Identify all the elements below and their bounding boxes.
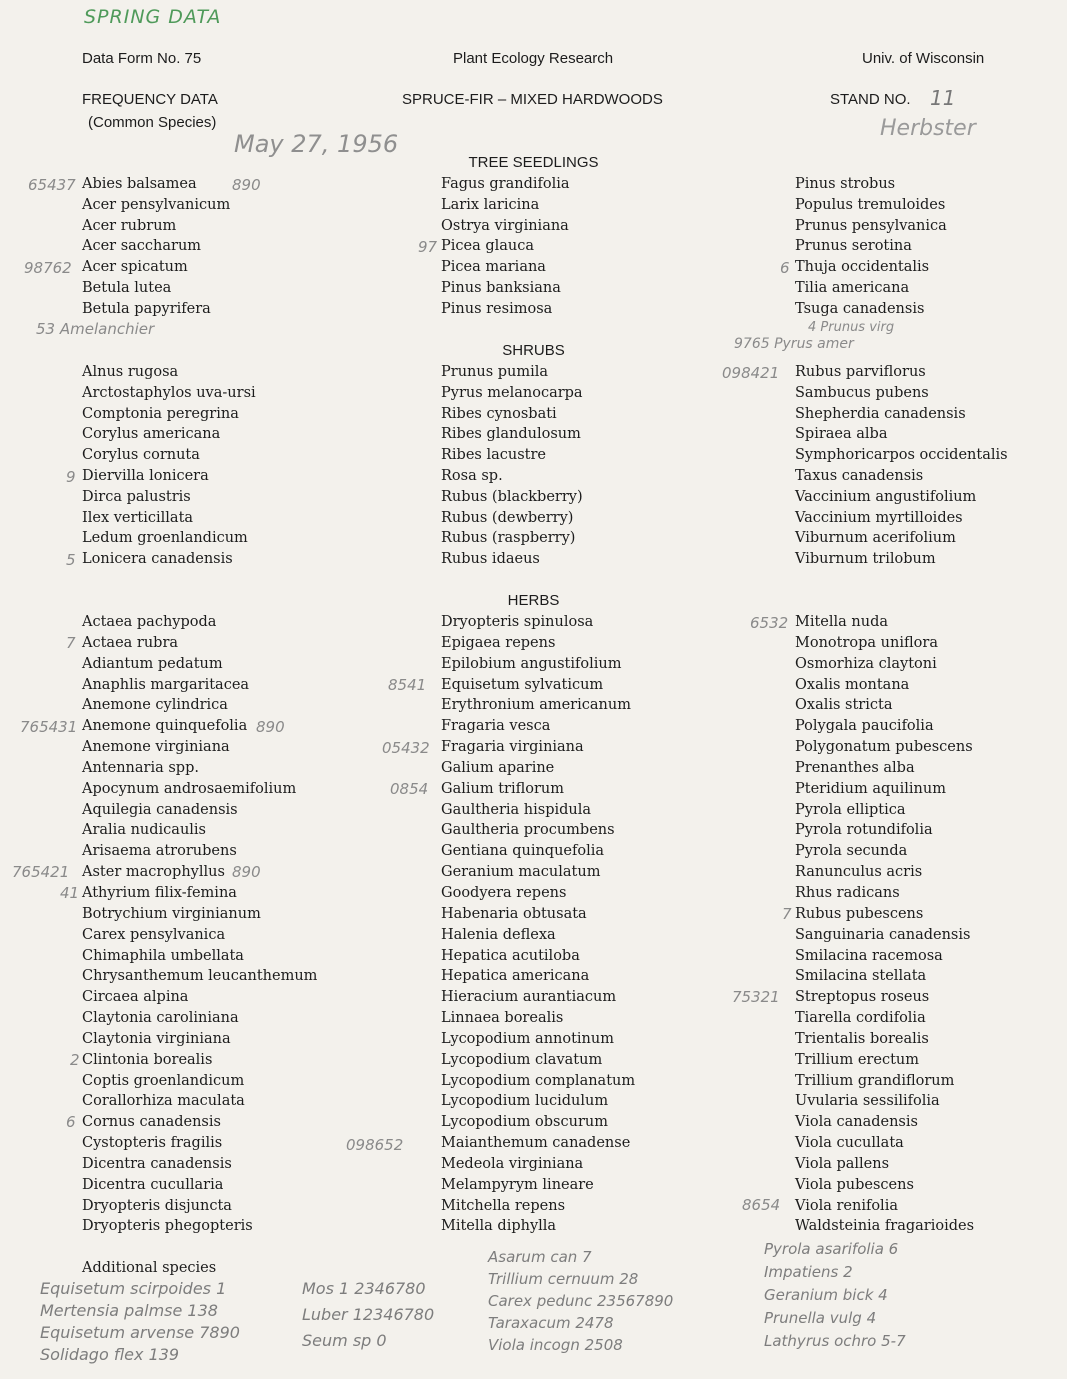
species-item: Prunus pensylvanica <box>795 217 947 234</box>
species-item: Athyrium filix-femina <box>82 884 237 901</box>
species-item: Corallorhiza maculata <box>82 1093 245 1110</box>
species-item: Claytonia caroliniana <box>82 1010 239 1027</box>
species-item: Rubus pubescens <box>795 905 924 922</box>
species-item: Rhus radicans <box>795 884 900 901</box>
species-item: Hepatica acutiloba <box>441 947 580 964</box>
species-item: Picea mariana <box>441 259 546 276</box>
species-item: Epigaea repens <box>441 634 556 651</box>
species-item: Ribes lacustre <box>441 447 546 464</box>
species-item: Apocynum androsaemifolium <box>82 780 297 797</box>
species-item: Trientalis borealis <box>795 1030 929 1047</box>
species-item: Vaccinium myrtilloides <box>795 509 963 526</box>
species-item: Pyrola secunda <box>795 843 908 860</box>
margin-note: 6532 <box>750 614 789 632</box>
margin-note: 41 <box>60 884 80 902</box>
margin-note: 4 Prunus virg <box>808 320 895 335</box>
handwritten-note: Equisetum arvense 7890 <box>40 1323 240 1342</box>
species-item: Betula lutea <box>82 279 172 296</box>
species-item: Lonicera canadensis <box>82 551 233 568</box>
species-item: Erythronium americanum <box>441 697 631 714</box>
species-item: Epilobium angustifolium <box>441 655 622 672</box>
species-item: Tiarella cordifolia <box>795 1010 926 1027</box>
additional-species-label: Additional species <box>82 1260 217 1276</box>
margin-note: 98762 <box>24 259 72 277</box>
species-item: Tsuga canadensis <box>795 300 925 317</box>
species-item: Acer pensylvanicum <box>82 196 231 213</box>
handwritten-note: Solidago flex 139 <box>40 1345 180 1364</box>
section-title-shrubs: SHRUBS <box>502 342 565 359</box>
species-item: Dicentra canadensis <box>82 1155 232 1172</box>
species-item: Corylus americana <box>82 426 221 443</box>
species-item: Ilex verticillata <box>82 509 194 526</box>
species-item: Lycopodium annotinum <box>441 1030 614 1047</box>
species-item: Viola cucullata <box>795 1135 904 1152</box>
species-item: Dryopteris phegopteris <box>82 1218 253 1235</box>
species-item: Geranium maculatum <box>441 864 601 881</box>
handwritten-note: Seum sp 0 <box>302 1331 387 1350</box>
species-item: Lycopodium obscurum <box>441 1114 608 1131</box>
species-item: Pyrus melanocarpa <box>441 384 583 401</box>
species-item: Pinus resimosa <box>441 300 553 317</box>
species-item: Prunus serotina <box>795 238 912 255</box>
handwritten-note: Equisetum scirpoides 1 <box>40 1279 227 1298</box>
species-item: Ledum groenlandicum <box>82 530 248 547</box>
species-item: Equisetum sylvaticum <box>441 676 604 693</box>
species-item: Rubus idaeus <box>441 551 540 568</box>
species-item: Tilia americana <box>795 279 910 296</box>
species-item: Habenaria obtusata <box>441 905 587 922</box>
species-item: Streptopus roseus <box>795 989 930 1006</box>
species-item: Shepherdia canadensis <box>795 405 966 422</box>
margin-note: 890 <box>256 718 285 736</box>
herb-col-3 <box>795 612 974 1237</box>
handwritten-note: Carex pedunc 23567890 <box>488 1292 674 1310</box>
species-item: Rubus parviflorus <box>795 364 926 380</box>
species-item: Ribes cynosbati <box>441 405 557 422</box>
species-item: Larix laricina <box>441 196 540 213</box>
species-item: Melampyrym lineare <box>441 1176 594 1193</box>
species-item: Acer saccharum <box>82 238 202 255</box>
species-item: Diervilla lonicera <box>82 467 209 484</box>
species-item: Maianthemum canadense <box>441 1135 631 1152</box>
species-item: Viburnum acerifolium <box>795 530 956 547</box>
handwritten-note: Viola incogn 2508 <box>488 1336 623 1354</box>
handwritten-note: Taraxacum 2478 <box>488 1314 614 1332</box>
margin-note: 7 <box>66 634 76 652</box>
species-item: Uvularia sessilifolia <box>795 1093 940 1110</box>
margin-note: 5 <box>66 551 76 569</box>
margin-note: 97 <box>418 238 438 256</box>
species-item: Actaea rubra <box>82 634 179 651</box>
species-item: Pinus banksiana <box>441 279 561 296</box>
species-item: Rosa sp. <box>441 467 503 484</box>
species-item: Sanguinaria canadensis <box>795 926 971 943</box>
species-item: Anaphlis margaritacea <box>82 676 250 693</box>
species-item: Gaultheria hispidula <box>441 801 592 818</box>
species-item: Comptonia peregrina <box>82 405 239 422</box>
margin-note: 9 <box>66 468 76 486</box>
university: Univ. of Wisconsin <box>862 50 985 67</box>
forest-type-title: SPRUCE-FIR – MIXED HARDWOODS <box>402 91 663 108</box>
species-item: Prunus pumila <box>441 364 549 380</box>
species-item: Ostrya virginiana <box>441 217 569 234</box>
margin-note: 0854 <box>390 780 429 798</box>
margin-note: 890 <box>232 863 261 881</box>
species-item: Chrysanthemum leucanthemum <box>82 968 318 985</box>
species-item: Oxalis stricta <box>795 697 893 714</box>
shrub-col-3 <box>795 362 1008 570</box>
handwritten-note: Pyrola asarifolia 6 <box>764 1240 899 1258</box>
species-item: Cystopteris fragilis <box>82 1135 223 1152</box>
margin-note: 765421 <box>12 863 70 881</box>
species-item: Rubus (dewberry) <box>441 509 574 526</box>
margin-note: 65437 <box>28 176 76 194</box>
tree-col-2 <box>441 174 570 320</box>
margin-note: 05432 <box>382 739 430 757</box>
species-item: Viola renifolia <box>795 1197 898 1214</box>
additional-handwritten-col-4 <box>764 1238 906 1353</box>
handwritten-note: Lathyrus ochro 5-7 <box>764 1332 906 1350</box>
handwritten-note: Prunella vulg 4 <box>764 1309 877 1327</box>
species-item: Picea glauca <box>441 238 535 255</box>
species-item: Osmorhiza claytoni <box>795 655 937 672</box>
species-item: Cornus canadensis <box>82 1114 221 1131</box>
species-item: Clintonia borealis <box>82 1051 213 1068</box>
species-item: Aquilegia canadensis <box>82 801 238 818</box>
species-item: Ribes glandulosum <box>441 426 581 443</box>
species-item: Viola pallens <box>795 1155 890 1172</box>
margin-note: 6 <box>66 1113 76 1131</box>
species-item: Galium aparine <box>441 759 555 776</box>
margin-note: 765431 <box>20 718 78 736</box>
species-item: Galium triflorum <box>441 780 565 797</box>
frequency-title: FREQUENCY DATA <box>82 91 218 108</box>
species-item: Pyrola rotundifolia <box>795 822 933 839</box>
species-item: Sambucus pubens <box>795 384 929 401</box>
handwritten-note: Impatiens 2 <box>764 1263 853 1281</box>
species-item: Hieracium aurantiacum <box>441 989 617 1006</box>
species-item: Aralia nudicaulis <box>82 822 206 839</box>
species-item: Actaea pachypoda <box>82 614 217 630</box>
shrub-col-2 <box>441 362 583 570</box>
species-item: Dicentra cucullaria <box>82 1176 224 1193</box>
form-number: Data Form No. 75 <box>82 50 202 67</box>
species-item: Mitella nuda <box>795 614 889 630</box>
herb-col-2 <box>441 612 635 1237</box>
additional-handwritten-col-2 <box>302 1276 434 1354</box>
tree-col-1 <box>82 174 230 320</box>
species-item: Gentiana quinquefolia <box>441 843 605 860</box>
species-item: Acer spicatum <box>82 259 188 276</box>
species-item: Ranunculus acris <box>795 864 923 881</box>
species-item: Taxus canadensis <box>795 467 924 484</box>
species-item: Rubus (raspberry) <box>441 530 576 547</box>
species-item: Vaccinium angustifolium <box>795 488 977 505</box>
margin-note: 2 <box>70 1051 80 1069</box>
species-item: Dryopteris disjuncta <box>82 1197 232 1214</box>
species-item: Dirca palustris <box>82 488 191 505</box>
handwritten-note: Mos 1 2346780 <box>302 1279 426 1298</box>
margin-note: 8654 <box>742 1196 781 1214</box>
margin-note: 890 <box>232 176 261 194</box>
species-item: Fragaria vesca <box>441 718 551 735</box>
additional-handwritten-col-3 <box>488 1246 673 1356</box>
species-item: Viola canadensis <box>795 1114 918 1131</box>
species-item: Pteridium aquilinum <box>795 780 946 797</box>
species-item: Carex pensylvanica <box>82 926 226 943</box>
margin-note: 098421 <box>722 364 780 382</box>
handwritten-note: Luber 12346780 <box>302 1305 435 1324</box>
margin-note: 6 <box>780 259 790 277</box>
species-item: Hepatica americana <box>441 968 590 985</box>
species-item: Mitchella repens <box>441 1197 566 1214</box>
section-title-herbs: HERBS <box>507 592 560 609</box>
species-item: Waldsteinia fragarioides <box>795 1218 975 1235</box>
species-item: Lycopodium lucidulum <box>441 1093 609 1110</box>
species-item: Polygonatum pubescens <box>795 739 973 756</box>
handwritten-spring-data: SPRING DATA <box>84 6 222 28</box>
species-item: Lycopodium complanatum <box>441 1072 636 1089</box>
species-item: Symphoricarpos occidentalis <box>795 447 1008 464</box>
margin-note: 53 Amelanchier <box>36 320 155 338</box>
species-item: Alnus rugosa <box>82 364 179 380</box>
tree-col-3 <box>795 174 947 320</box>
species-item: Thuja occidentalis <box>795 259 930 276</box>
additional-handwritten-col-1 <box>40 1278 240 1366</box>
handwritten-date: May 27, 1956 <box>234 130 399 158</box>
species-item: Gaultheria procumbens <box>441 822 615 839</box>
species-item: Oxalis montana <box>795 676 910 693</box>
species-item: Populus tremuloides <box>795 196 946 213</box>
section-title-tree-seedlings: TREE SEEDLINGS <box>468 154 599 171</box>
species-item: Claytonia virginiana <box>82 1030 231 1047</box>
species-item: Pyrola elliptica <box>795 801 906 818</box>
species-item: Lycopodium clavatum <box>441 1051 603 1068</box>
species-item: Prenanthes alba <box>795 759 915 776</box>
margin-note: 75321 <box>732 988 780 1006</box>
species-item: Anemone virginiana <box>82 739 230 756</box>
species-item: Smilacina stellata <box>795 968 927 985</box>
species-item: Arctostaphylos uva-ursi <box>82 384 256 401</box>
species-item: Halenia deflexa <box>441 926 556 943</box>
species-item: Dryopteris spinulosa <box>441 614 594 630</box>
herb-col-1 <box>82 612 317 1237</box>
species-item: Circaea alpina <box>82 989 189 1006</box>
species-item: Polygala paucifolia <box>795 718 934 735</box>
species-item: Medeola virginiana <box>441 1155 584 1172</box>
species-item: Corylus cornuta <box>82 447 200 464</box>
species-item: Viburnum trilobum <box>795 551 936 568</box>
handwritten-note: Asarum can 7 <box>488 1248 592 1266</box>
species-item: Arisaema atrorubens <box>82 843 237 860</box>
margin-note: 8541 <box>388 676 427 694</box>
species-item: Monotropa uniflora <box>795 634 938 651</box>
species-item: Acer rubrum <box>82 217 177 234</box>
margin-note: 9765 Pyrus amer <box>734 336 854 352</box>
species-item: Smilacina racemosa <box>795 947 943 964</box>
frequency-subtitle: (Common Species) <box>88 114 217 131</box>
margin-note: 098652 <box>346 1136 404 1154</box>
species-item: Viola pubescens <box>795 1176 914 1193</box>
handwritten-observer: Herbster <box>880 116 976 141</box>
species-item: Antennaria spp. <box>82 759 199 776</box>
organization: Plant Ecology Research <box>453 50 614 67</box>
species-item: Trillium erectum <box>795 1051 919 1068</box>
margin-note: 7 <box>782 905 792 923</box>
species-item: Mitella diphylla <box>441 1218 557 1235</box>
species-item: Abies balsamea <box>82 176 197 192</box>
species-item: Fagus grandifolia <box>441 176 570 192</box>
species-item: Anemone quinquefolia <box>82 718 248 735</box>
species-item: Rubus (blackberry) <box>441 488 583 505</box>
species-item: Betula papyrifera <box>82 300 211 317</box>
handwritten-note: Trillium cernuum 28 <box>488 1270 639 1288</box>
species-item: Pinus strobus <box>795 176 896 192</box>
stand-label: STAND NO. <box>830 91 911 108</box>
species-item: Aster macrophyllus <box>82 864 225 881</box>
handwritten-stand-number: 11 <box>930 86 956 110</box>
species-item: Anemone cylindrica <box>82 697 228 714</box>
species-item: Goodyera repens <box>441 884 567 901</box>
handwritten-note: Geranium bick 4 <box>764 1286 888 1304</box>
species-item: Fragaria virginiana <box>441 739 584 756</box>
species-item: Adiantum pedatum <box>82 655 223 672</box>
species-item: Chimaphila umbellata <box>82 947 244 964</box>
species-item: Coptis groenlandicum <box>82 1072 245 1089</box>
species-item: Spiraea alba <box>795 426 888 443</box>
species-item: Botrychium virginianum <box>82 905 261 922</box>
shrub-col-1 <box>82 362 256 570</box>
species-item: Linnaea borealis <box>441 1010 564 1027</box>
species-item: Trillium grandiflorum <box>795 1072 955 1089</box>
handwritten-note: Mertensia palmse 138 <box>40 1301 218 1320</box>
